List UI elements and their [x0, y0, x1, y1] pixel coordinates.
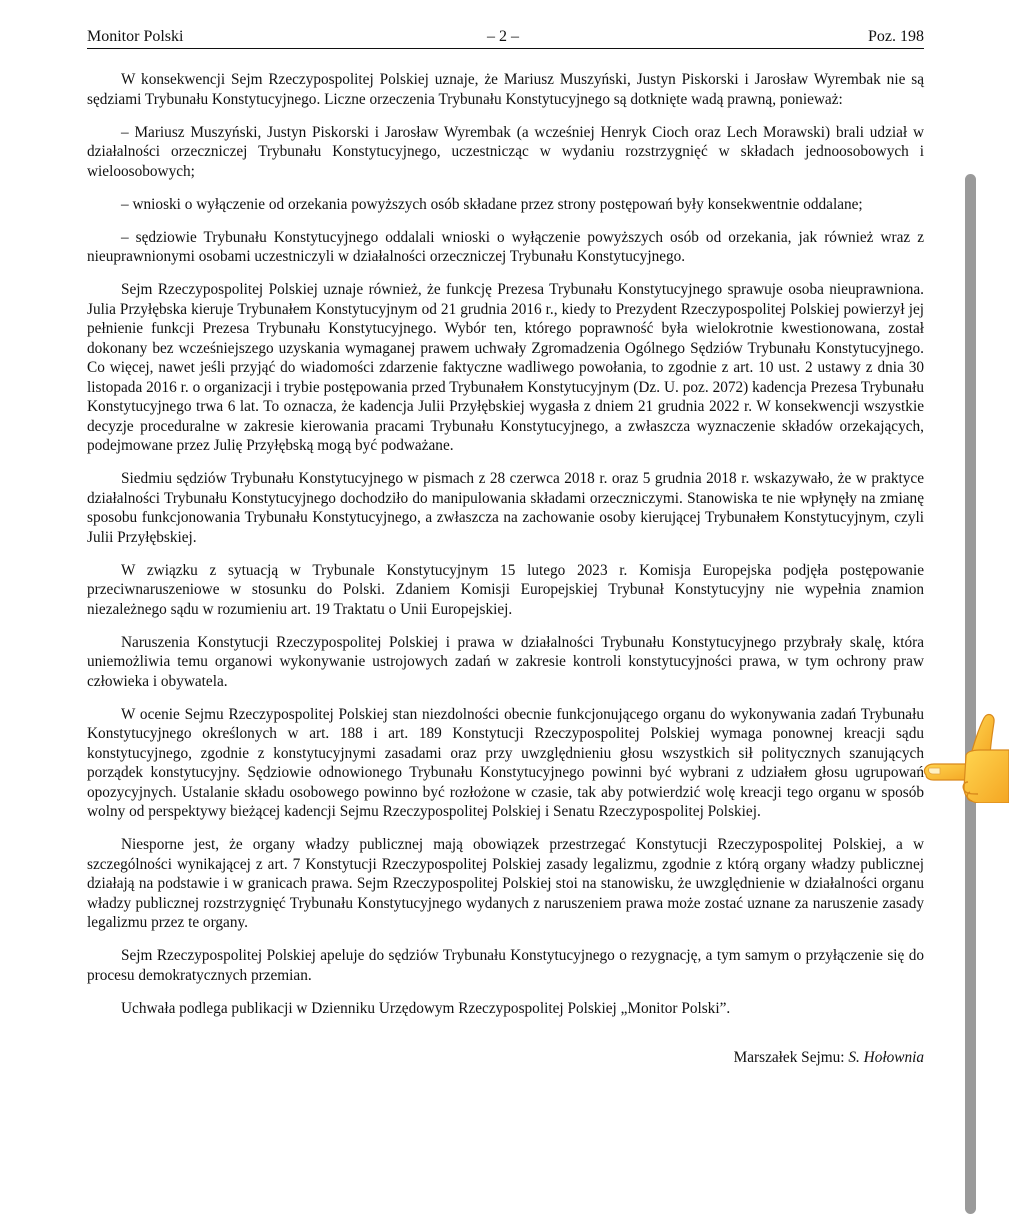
signature-title: Marszałek Sejmu:: [733, 1049, 849, 1066]
document-page: [87, 28, 924, 1067]
paragraph-2: Sejm Rzeczypospolitej Polskiej uznaje również, że funkcję Prezesa Trybunału Konstytucyjnego sprawuje osoba nieuprawniona. Julia Przyłębska kieruje Trybunałem Konstytucyjnym od 21 grudnia 2016 r., kiedy to Prezydent Rzeczypospolitej Polskiej powierzył jej pełnienie funkcji Prezesa Trybunału Konstytucyjnego. Wybór ten, którego poprawność była wielokrotnie kwestionowana, został dokonany bez wcześniejszego uzyskania wymaganej prawem uchwały Zgromadzenia Ogólnego Sędziów Trybunału Konstytucyjnego. Co więcej, nawet jeśli przyjąć do wiadomości zdarzenie faktyczne wadliwego powołania, to zgodnie z art. 10 ust. 2 ustawy z dnia 30 listopada 2016 r. o organizacji i trybie postępowania przed Trybunałem Konstytucyjnym (Dz. U. poz. 2072) kadencja Prezesa Trybunału Konstytucyjnego trwa 6 lat. To oznacza, że kadencja Julii Przyłębskiej wygasła z dniem 21 grudnia 2022 r. W konsekwencji wszystkie decyzje proceduralne w zakresie kierowania pracami Trybunału Konstytucyjnego, a zwłaszcza wyznaczenie składów orzekających, podejmowane przez Julię Przyłębską mogą być podważane.: [87, 281, 924, 454]
position-number: Poz. 198: [868, 28, 924, 45]
paragraph-3: Siedmiu sędziów Trybunału Konstytucyjnego w pismach z 28 czerwca 2018 r. oraz 5 grudnia 2018 r. wskazywało, że w praktyce działalności Trybunału Konstytucyjnego dochodziło do manipulowania składami orzeczniczymi. Stanowiska te nie wpłynęły na zmianę sposobu funkcjonowania Trybunału Konstytucyjnego, a zwłaszcza na zachowanie osoby kierującej Trybunałem Konstytucyjnym, czyli Julii Przyłębskiej.: [87, 470, 924, 546]
pointing-hand-icon: [920, 708, 1009, 803]
page-number: – 2 –: [487, 28, 519, 45]
page-header: [87, 28, 924, 49]
paragraph-9: Uchwała podlega publikacji w Dzienniku Urzędowym Rzeczypospolitej Polskiej „Monitor Polski”.: [121, 999, 731, 1017]
publication-name: Monitor Polski: [87, 28, 184, 45]
list-item: – Mariusz Muszyński, Justyn Piskorski i Jarosław Wyrembak (a wcześniej Henryk Cioch oraz Lech Morawski) brali udział w działalności orzeczniczej Trybunału Konstytucyjnego, uczestnicząc w wydaniu rozstrzygnięć w składach jednoosobowych i wieloosobowych;: [87, 123, 924, 180]
paragraph-8: Sejm Rzeczypospolitej Polskiej apeluje do sędziów Trybunału Konstytucyjnego o rezygnację, a tym samym o przyłączenie się do procesu demokratycznych przemian.: [87, 947, 924, 984]
paragraph-5: Naruszenia Konstytucji Rzeczypospolitej Polskiej i prawa w działalności Trybunału Konstytucyjnego przybrały skalę, która uniemożliwia temu organowi wykonywanie ustrojowych zadań w zakresie kontroli konstytucyjności prawa, w tym ochrony praw człowieka i obywatela.: [87, 633, 924, 690]
paragraph-4: W związku z sytuacją w Trybunale Konstytucyjnym 15 lutego 2023 r. Komisja Europejska podjęła postępowanie przeciwnaruszeniowe w stosunku do Polski. Zdaniem Komisji Europejskiej Trybunał Konstytucyjny nie wypełnia znamion niezależnego sądu w rozumieniu art. 19 Traktatu o Unii Europejskiej.: [87, 561, 924, 618]
scrollbar-thumb[interactable]: [965, 174, 976, 1214]
paragraph-1: W konsekwencji Sejm Rzeczypospolitej Polskiej uznaje, że Mariusz Muszyński, Justyn Piskorski i Jarosław Wyrembak nie są sędziami Trybunału Konstytucyjnego. Liczne orzeczenia Trybunału Konstytucyjnego są dotknięte wadą prawną, ponieważ:: [87, 71, 924, 108]
signature-block: [87, 1049, 924, 1067]
signature-name: S. Hołownia: [848, 1049, 924, 1066]
paragraph-7: Niesporne jest, że organy władzy publicznej mają obowiązek przestrzegać Konstytucji Rzeczypospolitej Polskiej, a w szczególności wynikającej z art. 7 Konstytucji Rzeczypospolitej Polskiej zasady legalizmu, zgodnie z którą organy władzy publicznej działają na podstawie i w granicach prawa. Sejm Rzeczypospolitej Polskiej stoi na stanowisku, że uwzględnienie w działalności organu władzy publicznej rozstrzygnięć Trybunału Konstytucyjnego wydanych z naruszeniem prawa może zostać uznane za naruszenie zasady legalizmu przez te organy.: [87, 836, 924, 931]
document-body: [87, 70, 924, 1018]
list-item: – sędziowie Trybunału Konstytucyjnego oddalali wnioski o wyłączenie powyższych osób od orzekania, jak również wraz z nieuprawnionymi osobami uczestniczyli w działalności orzeczniczej Trybunału Konstytucyjnego.: [87, 228, 924, 265]
list-item: – wnioski o wyłączenie od orzekania powyższych osób składane przez strony postępowań były konsekwentnie oddalane;: [121, 195, 863, 213]
paragraph-6: W ocenie Sejmu Rzeczypospolitej Polskiej stan niezdolności obecnie funkcjonującego organu do wykonywania zadań Trybunału Konstytucyjnego określonych w art. 188 i art. 189 Konstytucji Rzeczypospolitej Polskiej wymaga ponownej kreacji sądu konstytucyjnego, zgodnie z konstytucyjnymi zasadami oraz przy uwzględnieniu głosu wszystkich sił politycznych szanujących porządek konstytucyjny. Sędziowie odnowionego Trybunału Konstytucyjnego powinni być wybrani z udziałem głosu ugrupowań opozycyjnych. Ustalanie składu osobowego powinno być rozłożone w czasie, tak aby potwierdzić wolę kreacji tego organu w sposób wolny od perspektywy bieżącej kadencji Sejmu Rzeczypospolitej Polskiej i Senatu Rzeczypospolitej Polskiej.: [87, 705, 924, 820]
